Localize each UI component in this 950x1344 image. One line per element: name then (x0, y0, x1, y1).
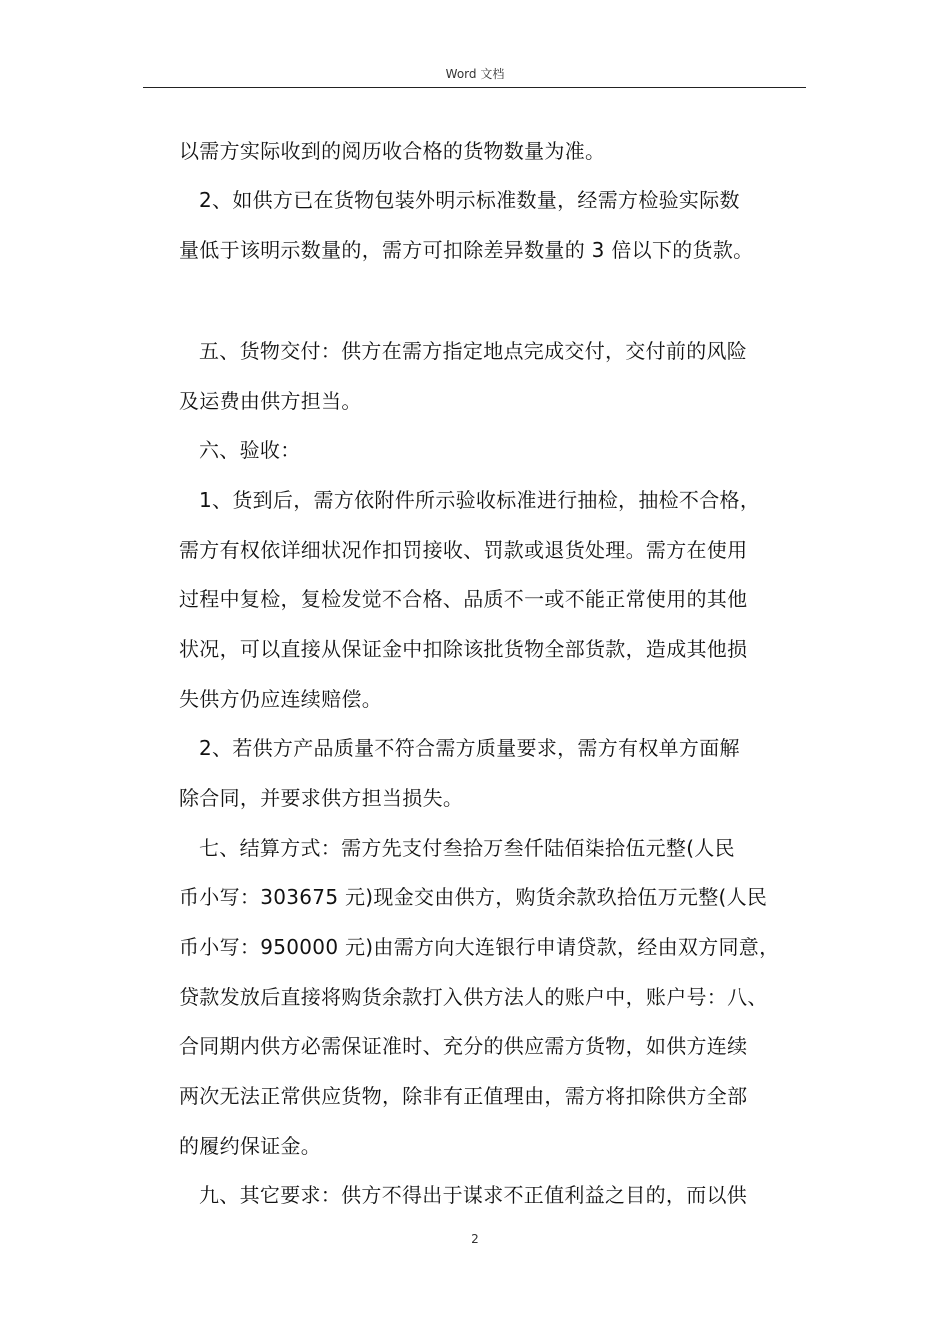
body-line: 需方有权依详细状况作扣罚接收、罚款或退货处理。需方在使用 (179, 538, 748, 562)
body-line: 及运费由供方担当。 (179, 389, 362, 413)
body-line: 2、若供方产品质量不符合需方质量要求，需方有权单方面解 (199, 736, 740, 760)
body-line: 五、货物交付：供方在需方指定地点完成交付，交付前的风险 (199, 339, 748, 363)
page-header: Word 文档 (445, 67, 505, 81)
body-line: 状况，可以直接从保证金中扣除该批货物全部货款，造成其他损 (179, 637, 748, 661)
body-line: 除合同，并要求供方担当损失。 (179, 786, 464, 810)
body-line: 贷款发放后直接将购货余款打入供方法人的账户中，账户号：八、 (179, 985, 768, 1009)
body-line: 失供方仍应连续赔偿。 (179, 687, 382, 711)
header-divider (143, 87, 806, 88)
body-line: 合同期内供方必需保证准时、充分的供应需方货物，如供方连续 (179, 1034, 748, 1058)
body-line: 两次无法正常供应货物，除非有正值理由，需方将扣除供方全部 (179, 1084, 748, 1108)
body-line: 2、如供方已在货物包装外明示标准数量，经需方检验实际数 (199, 188, 740, 212)
page-number: 2 (471, 1232, 479, 1246)
body-line: 量低于该明示数量的，需方可扣除差异数量的 3 倍以下的货款。 (179, 238, 754, 262)
body-line: 币小写：303675 元)现金交由供方，购货余款玖拾伍万元整(人民 (179, 885, 768, 909)
body-line: 九、其它要求：供方不得出于谋求不正值利益之目的，而以供 (199, 1183, 748, 1207)
body-line: 过程中复检，复检发觉不合格、品质不一或不能正常使用的其他 (179, 587, 748, 611)
body-line: 以需方实际收到的阅历收合格的货物数量为准。 (179, 139, 606, 163)
body-line: 币小写：950000 元)由需方向大连银行申请贷款，经由双方同意， (179, 935, 780, 959)
body-line: 七、结算方式：需方先支付叁拾万叁仟陆佰柒拾伍元整(人民 (199, 836, 735, 860)
body-line: 六、验收： (199, 438, 301, 462)
body-line: 1、货到后，需方依附件所示验收标准进行抽检，抽检不合格， (199, 488, 761, 512)
body-line: 的履约保证金。 (179, 1134, 322, 1158)
